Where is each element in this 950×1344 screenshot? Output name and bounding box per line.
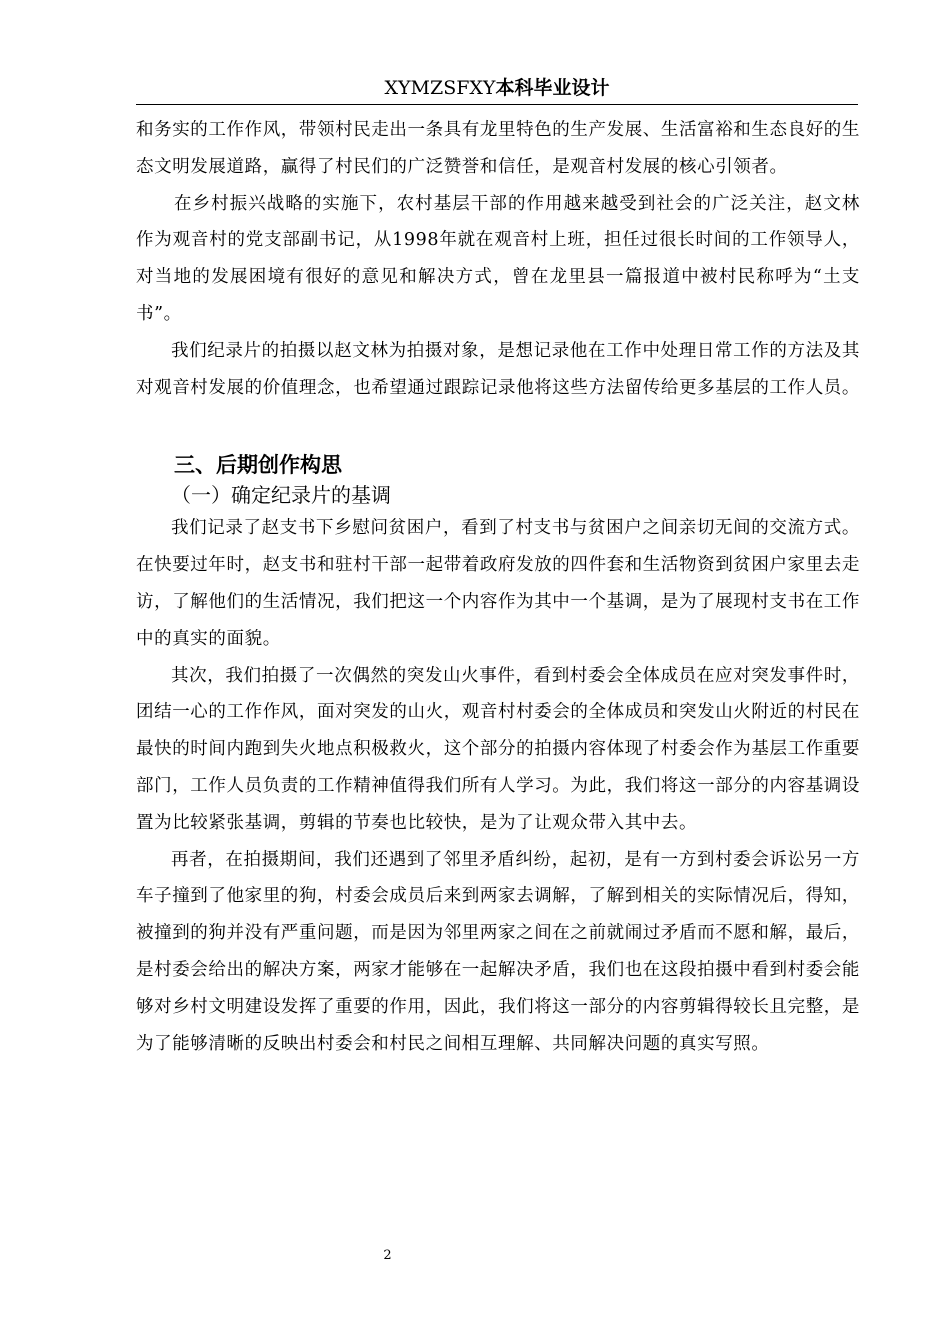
page-body (136, 112, 860, 1062)
body-paragraph: 我们纪录片的拍摄以赵文林为拍摄对象，是想记录他在工作中处理日常工作的方法及其对观音村发展的价值理念，也希望通过跟踪记录他将这些方法留传给更多基层的工作人员。 (136, 340, 860, 398)
header-divider (136, 104, 858, 105)
subsection-heading: （一）确定纪录片的基调 (171, 483, 391, 508)
body-paragraph: 和务实的工作作风，带领村民走出一条具有龙里特色的生产发展、生活富裕和生态良好的生态文明发展道路，赢得了村民们的广泛赞誉和信任，是观音村发展的核心引领者。 (136, 120, 860, 177)
section-heading: 三、后期创作构思 (174, 453, 342, 478)
body-paragraph: 其次，我们拍摄了一次偶然的突发山火事件，看到村委会全体成员在应对突发事件时，团结一心的工作作风，面对突发的山火，观音村村委会的全体成员和突发山火附近的村民在最快的时间内跑到失火地点积极救火，这个部分的拍摄内容体现了村委会作为基层工作重要部门，工作人员负责的工作精神值得我们所有人学习。为此，我们将这一部分的内容基调设置为比较紧张基调，剪辑的节奏也比较快，是为了让观众带入其中去。 (136, 665, 860, 833)
header-title: 本科毕业设计 (495, 77, 610, 99)
page-number: 2 (383, 1248, 392, 1263)
page-header (136, 76, 858, 100)
body-paragraph: 我们记录了赵支书下乡慰问贫困户，看到了村支书与贫困户之间亲切无间的交流方式。在快要过年时，赵支书和驻村干部一起带着政府发放的四件套和生活物资到贫困户家里去走访，了解他们的生活情况，我们把这一个内容作为其中一个基调，是为了展现村支书在工作中的真实的面貌。 (136, 518, 860, 649)
body-paragraph: 再者，在拍摄期间，我们还遇到了邻里矛盾纠纷，起初，是有一方到村委会诉讼另一方车子撞到了他家里的狗，村委会成员后来到两家去调解，了解到相关的实际情况后，得知，被撞到的狗并没有严重问题，而是因为邻里两家之间在之前就闹过矛盾而不愿和解，最后，是村委会给出的解决方案，两家才能够在一起解决矛盾，我们也在这段拍摄中看到村委会能够对乡村文明建设发挥了重要的作用，因此，我们将这一部分的内容剪辑得较长且完整，是为了能够清晰的反映出村委会和村民之间相互理解、共同解决问题的真实写照。 (136, 849, 860, 1054)
header-code: XYMZSFXY (384, 77, 496, 99)
body-paragraph: 在乡村振兴战略的实施下，农村基层干部的作用越来越受到社会的广泛关注，赵文林作为观音村的党支部副书记，从1998年就在观音村上班，担任过很长时间的工作领导人，对当地的发展困境有很好的意见和解决方式，曾在龙里县一篇报道中被村民称呼为“土支书”。 (136, 193, 860, 324)
